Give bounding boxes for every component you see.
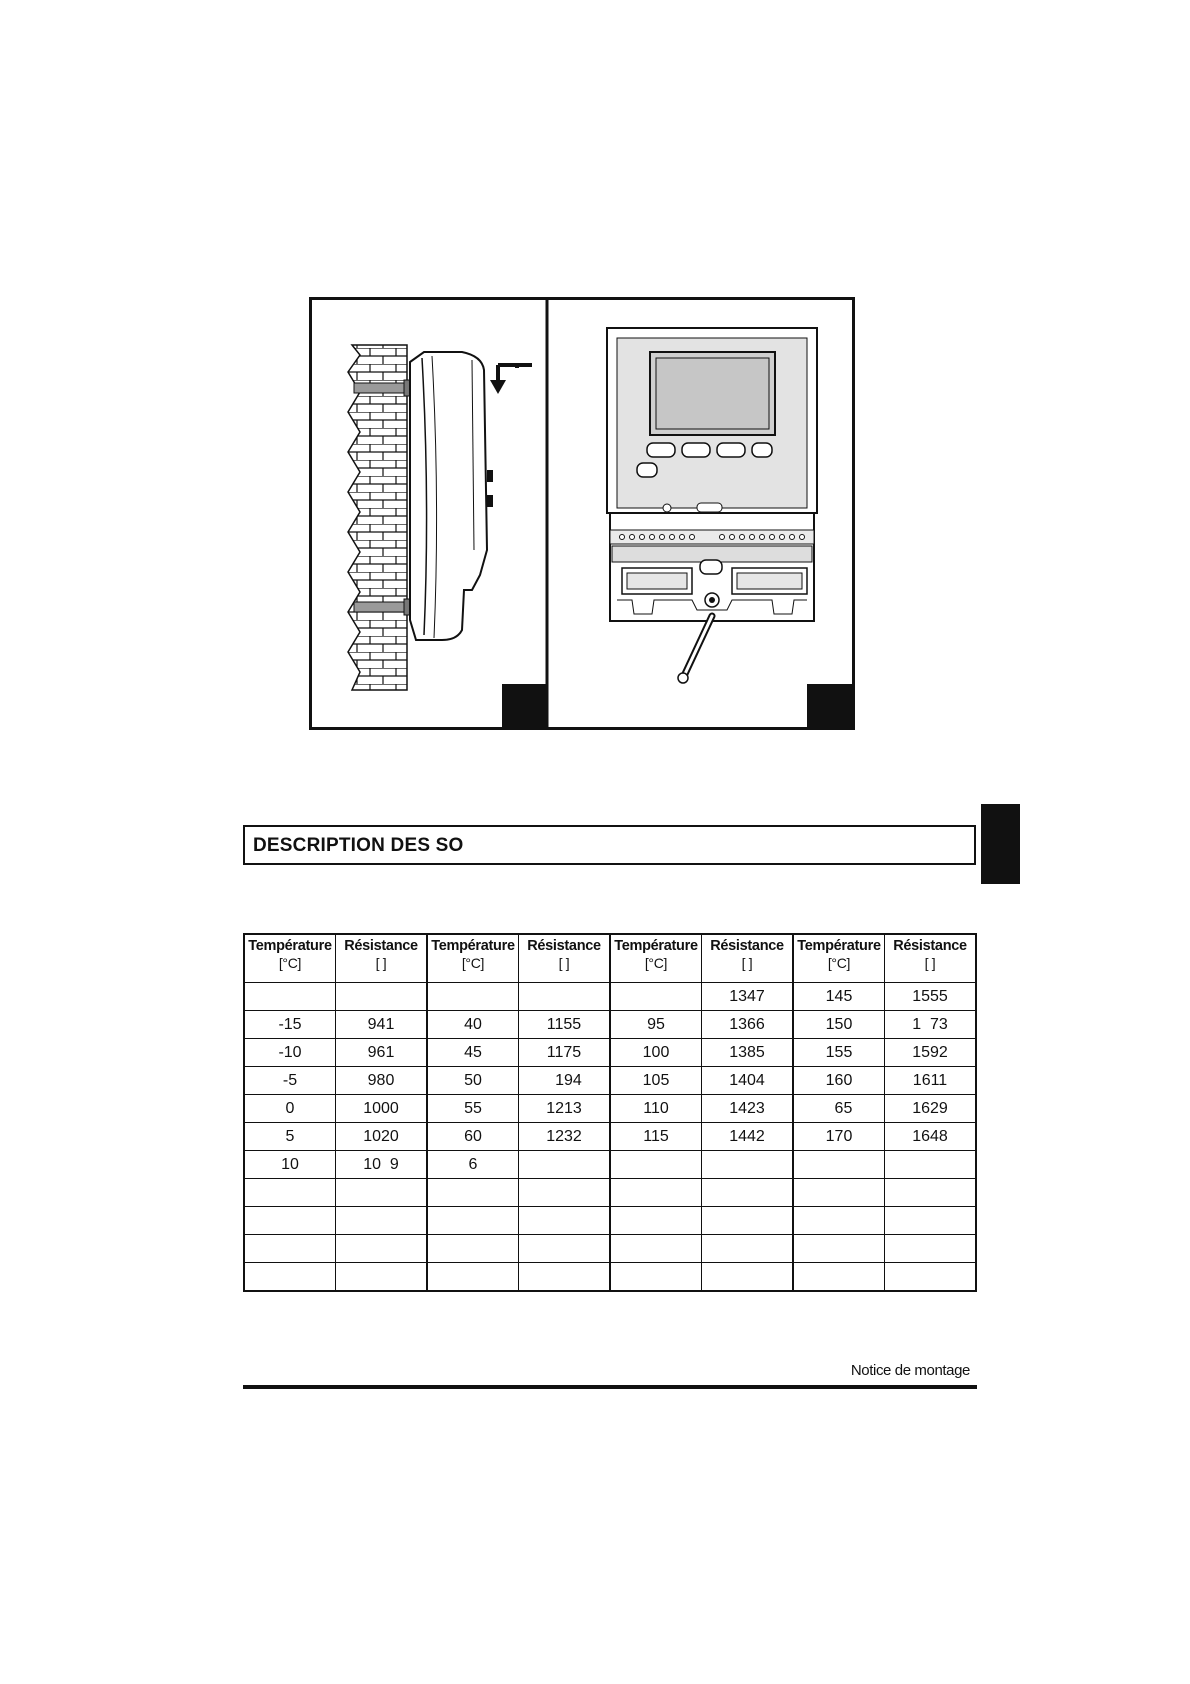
temperature-cell xyxy=(427,1179,519,1207)
temperature-cell: -15 xyxy=(244,1011,336,1039)
table-row xyxy=(244,1123,976,1151)
resistance-cell: 1347 xyxy=(702,983,794,1011)
resistance-cell xyxy=(336,1207,428,1235)
table-row xyxy=(244,1151,976,1179)
header-resistance: Résistance [ ] xyxy=(336,934,428,983)
resistance-cell xyxy=(519,1235,611,1263)
resistance-cell xyxy=(519,1151,611,1179)
temperature-cell: -10 xyxy=(244,1039,336,1067)
temperature-cell: 6 xyxy=(427,1151,519,1179)
resistance-cell: 1366 xyxy=(702,1011,794,1039)
resistance-cell: 1611 xyxy=(885,1067,977,1095)
resistance-cell xyxy=(336,1179,428,1207)
resistance-cell: 1155 xyxy=(519,1011,611,1039)
chapter-tab xyxy=(981,804,1020,884)
footer-divider xyxy=(243,1385,977,1389)
temperature-cell xyxy=(427,983,519,1011)
resistance-cell: 1404 xyxy=(702,1067,794,1095)
temperature-cell xyxy=(427,1207,519,1235)
figure-label-block-left xyxy=(502,684,547,727)
table-row xyxy=(244,1207,976,1235)
resistance-cell xyxy=(885,1207,977,1235)
temperature-cell: 110 xyxy=(610,1095,702,1123)
temperature-cell xyxy=(427,1235,519,1263)
resistance-cell xyxy=(885,1235,977,1263)
screwdriver-icon xyxy=(678,616,712,683)
temperature-cell xyxy=(610,1151,702,1179)
resistance-cell: 1555 xyxy=(885,983,977,1011)
resistance-cell: 1648 xyxy=(885,1123,977,1151)
resistance-cell: 10 9 xyxy=(336,1151,428,1179)
temperature-cell xyxy=(610,983,702,1011)
header-temperature: Température [°C] xyxy=(244,934,336,983)
resistance-cell: 194 xyxy=(519,1067,611,1095)
temperature-cell: 5 xyxy=(244,1123,336,1151)
temperature-cell: 60 xyxy=(427,1123,519,1151)
temperature-cell: 55 xyxy=(427,1095,519,1123)
controller-front-view xyxy=(607,328,817,683)
table-row xyxy=(244,1179,976,1207)
down-arrow-icon xyxy=(490,365,532,394)
temperature-cell: 0 xyxy=(244,1095,336,1123)
table-row xyxy=(244,1095,976,1123)
temperature-cell: 10 xyxy=(244,1151,336,1179)
temperature-cell: 65 xyxy=(793,1095,885,1123)
resistance-cell xyxy=(702,1235,794,1263)
resistance-cell xyxy=(702,1207,794,1235)
resistance-cell xyxy=(702,1151,794,1179)
table-row xyxy=(244,983,976,1011)
resistance-cell: 1020 xyxy=(336,1123,428,1151)
resistance-cell xyxy=(519,1207,611,1235)
footer-title: Notice de montage xyxy=(850,1362,970,1379)
temperature-cell: 45 xyxy=(427,1039,519,1067)
temperature-cell: 155 xyxy=(793,1039,885,1067)
temperature-cell xyxy=(244,1179,336,1207)
table-row xyxy=(244,1235,976,1263)
header-temperature: Température [°C] xyxy=(610,934,702,983)
resistance-cell: 1385 xyxy=(702,1039,794,1067)
resistance-cell: 1213 xyxy=(519,1095,611,1123)
temperature-cell: 145 xyxy=(793,983,885,1011)
temperature-cell: 100 xyxy=(610,1039,702,1067)
temperature-cell: 40 xyxy=(427,1011,519,1039)
temperature-cell xyxy=(793,1207,885,1235)
resistance-cell xyxy=(336,1263,428,1292)
installation-figure xyxy=(309,297,855,730)
temperature-cell xyxy=(793,1263,885,1292)
table-header-row xyxy=(244,934,976,983)
resistance-cell: 1 73 xyxy=(885,1011,977,1039)
table-row xyxy=(244,1263,976,1292)
temperature-cell: 160 xyxy=(793,1067,885,1095)
temperature-cell: 170 xyxy=(793,1123,885,1151)
resistance-cell: 1175 xyxy=(519,1039,611,1067)
resistance-cell: 1232 xyxy=(519,1123,611,1151)
resistance-cell: 961 xyxy=(336,1039,428,1067)
table-row xyxy=(244,1011,976,1039)
temperature-cell xyxy=(244,1263,336,1292)
resistance-cell: 1592 xyxy=(885,1039,977,1067)
resistance-cell xyxy=(702,1179,794,1207)
resistance-cell xyxy=(519,983,611,1011)
temperature-cell xyxy=(244,983,336,1011)
resistance-cell: 1000 xyxy=(336,1095,428,1123)
resistance-table xyxy=(243,933,977,1292)
temperature-cell xyxy=(244,1207,336,1235)
resistance-cell: 1629 xyxy=(885,1095,977,1123)
temperature-cell: 50 xyxy=(427,1067,519,1095)
temperature-cell xyxy=(427,1263,519,1292)
temperature-cell: 115 xyxy=(610,1123,702,1151)
table-row xyxy=(244,1039,976,1067)
resistance-cell xyxy=(702,1263,794,1292)
resistance-cell: 941 xyxy=(336,1011,428,1039)
temperature-cell xyxy=(244,1235,336,1263)
figure-label-block-right xyxy=(807,684,852,727)
temperature-cell xyxy=(793,1151,885,1179)
temperature-cell xyxy=(610,1207,702,1235)
header-temperature: Température [°C] xyxy=(793,934,885,983)
temperature-cell xyxy=(793,1179,885,1207)
temperature-cell: -5 xyxy=(244,1067,336,1095)
temperature-cell: 105 xyxy=(610,1067,702,1095)
resistance-cell xyxy=(885,1151,977,1179)
resistance-cell xyxy=(519,1263,611,1292)
resistance-cell xyxy=(336,983,428,1011)
resistance-cell xyxy=(336,1235,428,1263)
temperature-cell: 150 xyxy=(793,1011,885,1039)
temperature-cell xyxy=(610,1179,702,1207)
section-header xyxy=(243,825,976,865)
header-resistance: Résistance [ ] xyxy=(885,934,977,983)
header-temperature: Température [°C] xyxy=(427,934,519,983)
header-resistance: Résistance [ ] xyxy=(702,934,794,983)
resistance-cell: 980 xyxy=(336,1067,428,1095)
resistance-cell: 1423 xyxy=(702,1095,794,1123)
mounting-illustration xyxy=(312,300,852,727)
temperature-cell: 95 xyxy=(610,1011,702,1039)
resistance-cell xyxy=(519,1179,611,1207)
resistance-cell xyxy=(885,1263,977,1292)
section-title: DESCRIPTION DES SO xyxy=(253,835,464,856)
table-row xyxy=(244,1067,976,1095)
resistance-cell xyxy=(885,1179,977,1207)
temperature-cell xyxy=(610,1235,702,1263)
resistance-cell: 1442 xyxy=(702,1123,794,1151)
temperature-cell xyxy=(793,1235,885,1263)
header-resistance: Résistance [ ] xyxy=(519,934,611,983)
temperature-cell xyxy=(610,1263,702,1292)
